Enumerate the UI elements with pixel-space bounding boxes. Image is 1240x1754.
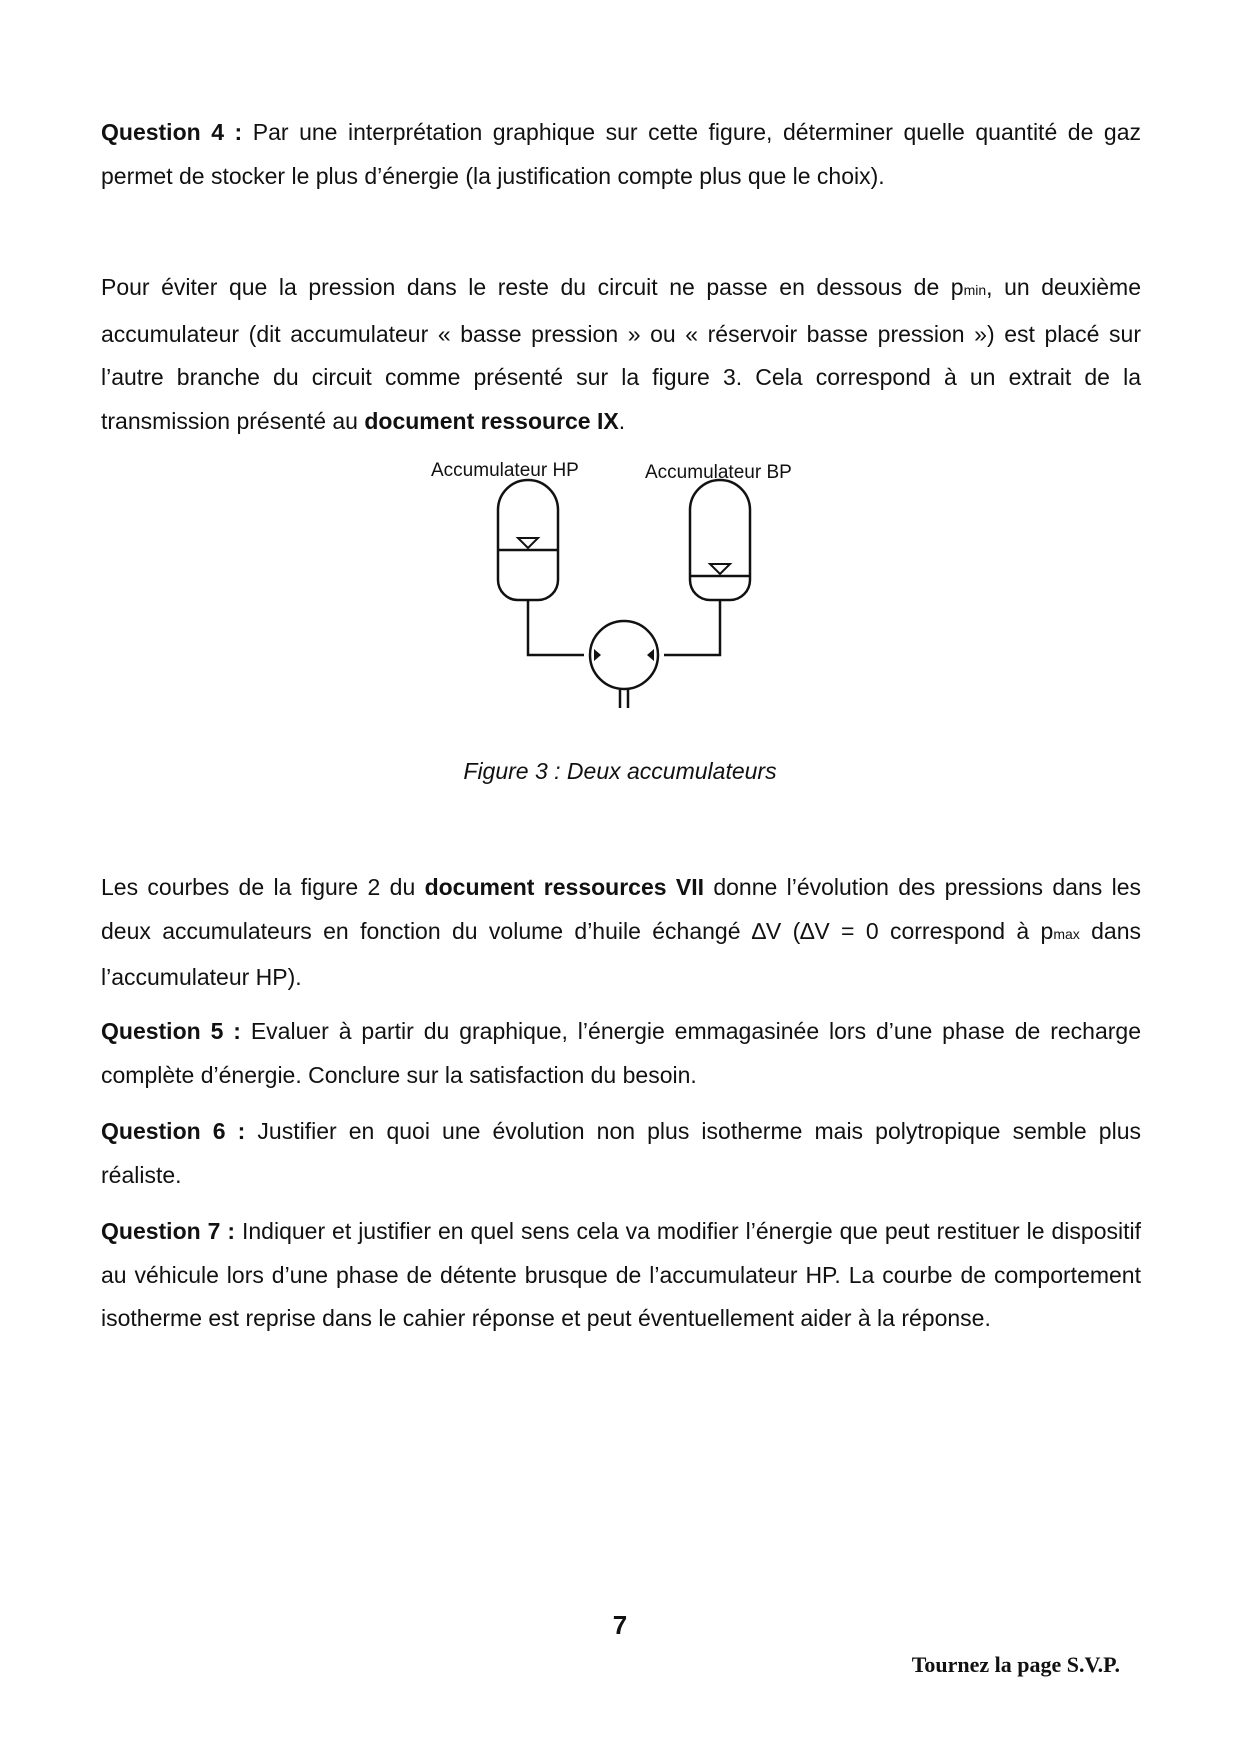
pipe-hp — [528, 600, 584, 655]
accumulator-hp-body — [498, 480, 558, 600]
question-5-text: Evaluer à partir du graphique, l’énergie emmagasinée lors d’une phase de recharge complète d’énergie. Conclure sur la satisfaction du besoin. — [101, 1018, 1142, 1088]
accumulators-diagram — [420, 450, 820, 750]
intro-paragraph — [101, 266, 1141, 443]
pump-arrow-left — [594, 649, 601, 661]
intro-text-b: , un deuxième accumulateur (dit accumulateur « basse pression » ou « réservoir basse pression ») est placé sur l’autre branche du circuit comme présenté sur la figure 3. Cela correspond à un extrait de la transmission présenté au — [101, 274, 1141, 434]
intro-document-ref: document ressource IX — [364, 407, 619, 434]
question-7-text: Indiquer et justifier en quel sens cela va modifier l’énergie que peut restituer le dispositif au véhicule lors d’une phase de détente brusque de l’accumulateur HP. La courbe de comportement isotherme est reprise dans le cahier réponse et peut éventuellement aider à la réponse. — [101, 1218, 1141, 1331]
intro-text-a: Pour éviter que la pression dans le reste du circuit ne passe en dessous de p — [101, 274, 964, 300]
page-number: 7 — [612, 1610, 628, 1640]
intro-subscript-min: min — [963, 282, 987, 298]
turn-page-note: Tournez la page S.V.P. — [911, 1652, 1120, 1677]
question-6-text: Justifier en quoi une évolution non plus isotherme mais polytropique semble plus réaliste. — [101, 1118, 1141, 1188]
figure-two-accumulators — [420, 450, 820, 750]
label-accumulator-bp: Accumulateur BP — [645, 462, 792, 483]
accumulator-bp-body — [690, 480, 750, 600]
question-4-text: Par une interprétation graphique sur cette figure, déterminer quelle quantité de gaz permet de stocker le plus d’énergie (la justification compte plus que le choix). — [101, 119, 1141, 189]
question-5 — [101, 1010, 1141, 1097]
question-6 — [101, 1110, 1141, 1197]
figure-caption: Figure 3 : Deux accumulateurs — [463, 758, 777, 784]
curves-subscript-max: max — [1053, 925, 1080, 942]
accumulator-hp-level-triangle — [518, 538, 538, 548]
curves-document-ref: document ressources VII — [424, 874, 704, 900]
curves-text-a: Les courbes de la figure 2 du — [101, 874, 425, 900]
curves-paragraph — [101, 866, 1141, 1000]
question-7-label: Question 7 : — [101, 1218, 236, 1244]
curves-text-c: dans l’accumulateur HP). — [101, 917, 1142, 990]
question-7 — [101, 1210, 1141, 1341]
pipe-bp — [664, 600, 720, 655]
question-4 — [101, 111, 1141, 198]
question-5-label: Question 5 : — [101, 1018, 241, 1044]
pump-arrow-right — [647, 649, 654, 661]
intro-text-c: . — [618, 407, 626, 434]
accumulator-bp-level-triangle — [710, 564, 730, 574]
label-accumulator-hp: Accumulateur HP — [431, 460, 579, 481]
question-4-label: Question 4 : — [101, 119, 243, 145]
question-6-label: Question 6 : — [101, 1118, 246, 1144]
curves-text-b: donne l’évolution des pressions dans les deux accumulateurs en fonction du volume d’huile échangé ∆V (∆V = 0 correspond à p — [101, 874, 1141, 944]
